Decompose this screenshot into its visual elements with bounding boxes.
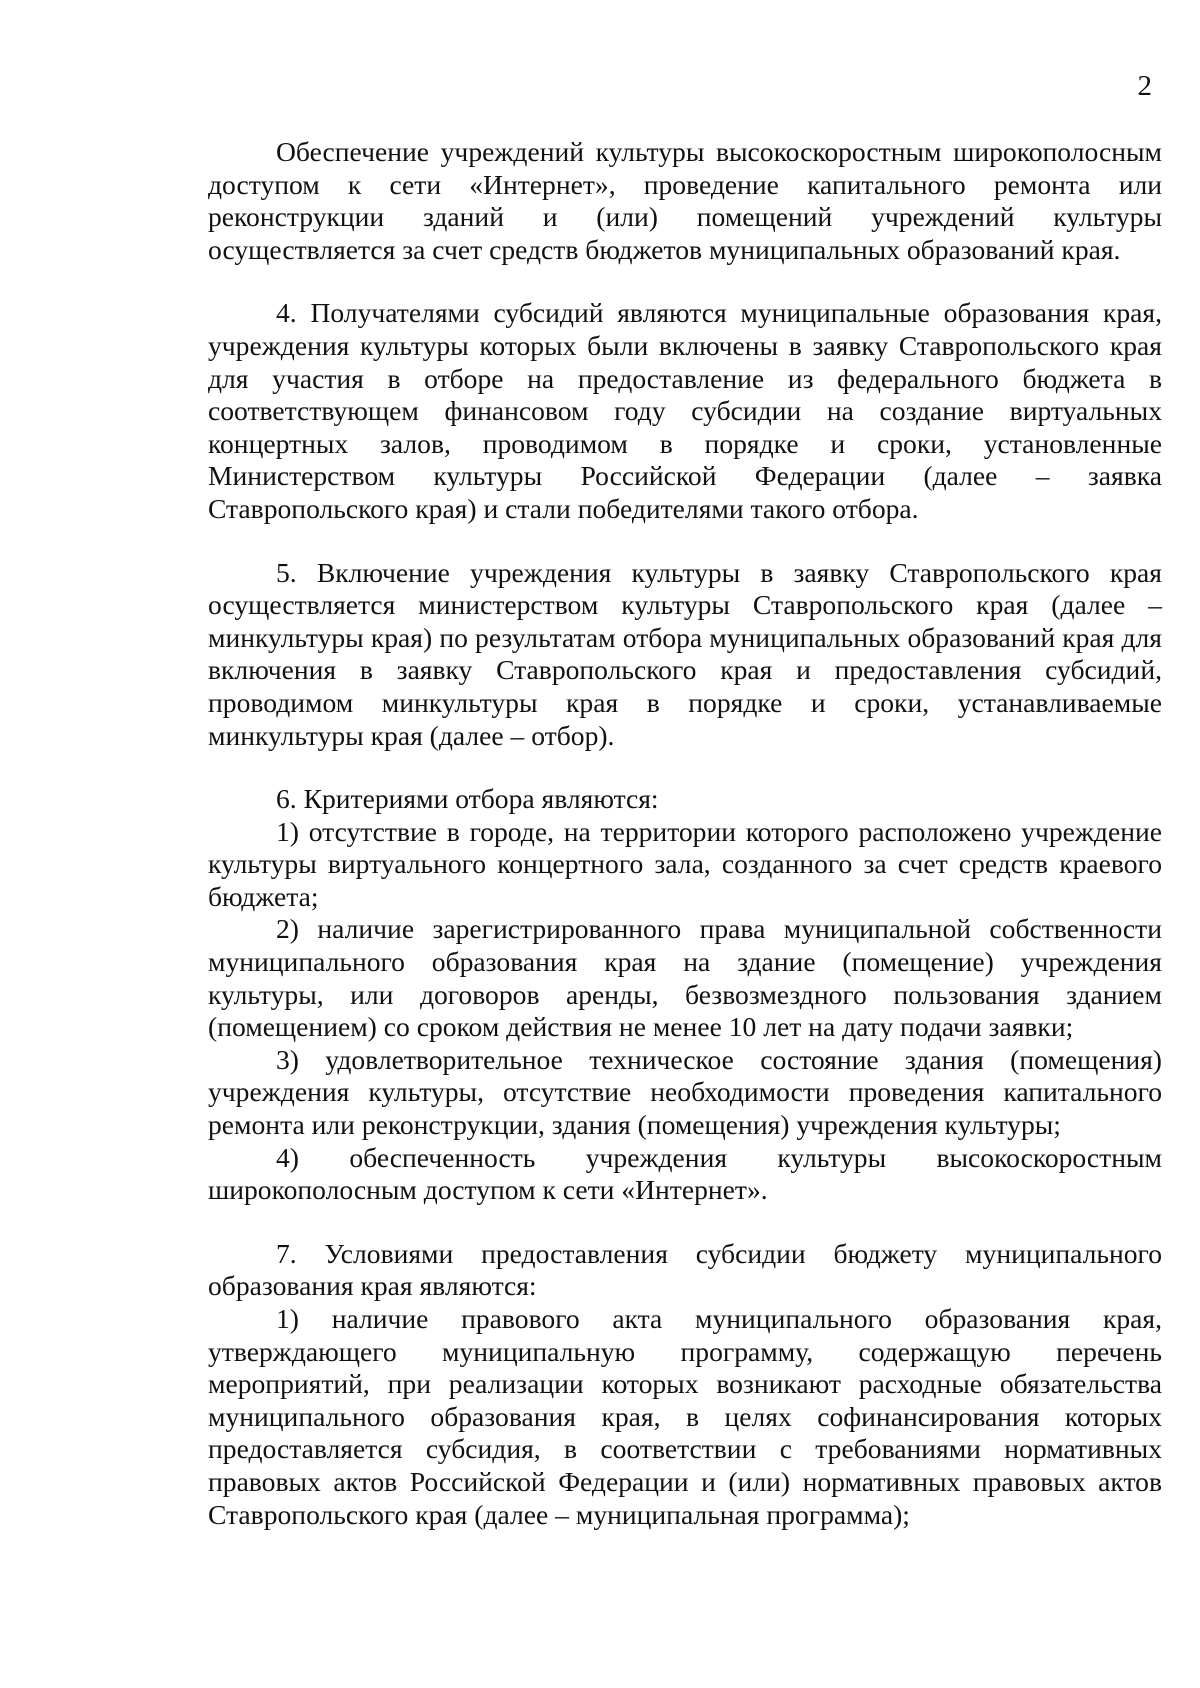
- paragraph-4-recipients: 4. Получателями субсидий являются муниципальные образования края, учреждения культуры которых были включены в заявку Ставропольского края для участия в отборе на предоставление из федерального бюджета в соответствующем финансовом году субсидии на создание виртуальных концертных залов, проводимом в порядке и сроки, установленные Министерством культуры Российской Федерации (далее – заявка Ставропольского края) и стали победителями такого отбора.: [208, 297, 1162, 524]
- page-number: 2: [1137, 70, 1152, 102]
- paragraph-internet-and-repairs: Обеспечение учреждений культуры высокоскоростным широкополосным доступом к сети «Интернет», проведение капитального ремонта или реконструкции зданий и (или) помещений учреждений культуры осуществляется за счет средств бюджетов муниципальных образований края.: [208, 136, 1162, 265]
- paragraph-7-conditions-heading: 7. Условиями предоставления субсидии бюджету муниципального образования края являются:: [208, 1237, 1162, 1302]
- criteria-item-3: 3) удовлетворительное техническое состояние здания (помещения) учреждения культуры, отсутствие необходимости проведения капитального ремонта или реконструкции, здания (помещения) учреждения культуры;: [208, 1043, 1162, 1141]
- criteria-item-2: 2) наличие зарегистрированного права муниципальной собственности муниципального образования края на здание (помещение) учреждения культуры, или договоров аренды, безвозмездного пользования зданием (помещением) со сроком действия не менее 10 лет на дату подачи заявки;: [208, 913, 1162, 1043]
- paragraph-5-inclusion: 5. Включение учреждения культуры в заявку Ставропольского края осуществляется министерством культуры Ставропольского края (далее – минкультуры края) по результатам отбора муниципальных образований края для включения в заявку Ставропольского края и предоставления субсидий, проводимом минкультуры края в порядке и сроки, устанавливаемые минкультуры края (далее – отбор).: [208, 556, 1162, 751]
- conditions-item-1: 1) наличие правового акта муниципального образования края, утверждающего муниципальную программу, содержащую перечень мероприятий, при реализации которых возникают расходные обязательства муниципального образования края, в целях софинансирования которых предоставляется субсидия, в соответствии с требованиями нормативных правовых актов Российской Федерации и (или) нормативных правовых актов Ставропольского края (далее – муниципальная программа);: [208, 1303, 1162, 1530]
- criteria-item-4: 4) обеспеченность учреждения культуры высокоскоростным широкополосным доступом к сети «Интернет».: [208, 1141, 1162, 1206]
- document-body: [208, 136, 1162, 1531]
- criteria-item-1: 1) отсутствие в городе, на территории которого расположено учреждение культуры виртуального концертного зала, созданного за счет средств краевого бюджета;: [208, 815, 1162, 912]
- paragraph-6-criteria-heading: 6. Критериями отбора являются:: [276, 783, 659, 815]
